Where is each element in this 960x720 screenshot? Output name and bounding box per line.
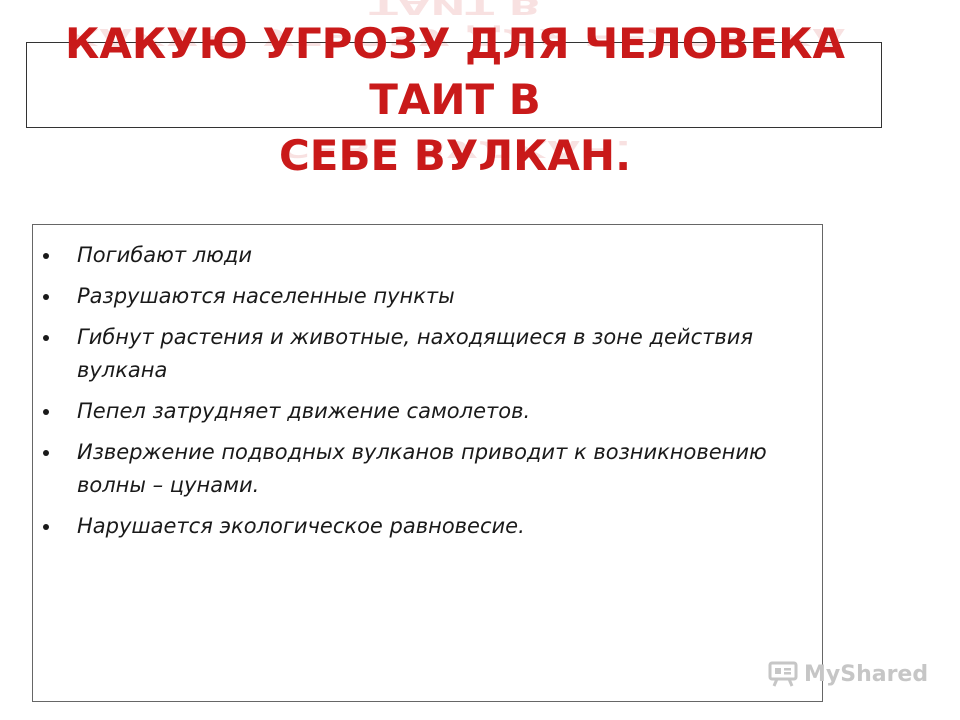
bullet-text: Гибнут растения и животные, находящиеся в зоне действия вулкана bbox=[77, 325, 754, 382]
bullet-dot-icon bbox=[43, 294, 49, 300]
bullet-text: Разрушаются населенные пункты bbox=[77, 284, 455, 308]
bullet-dot-icon bbox=[43, 335, 49, 341]
bullet-item bbox=[33, 239, 802, 272]
bullet-item bbox=[33, 395, 802, 428]
bullet-text: Нарушается экологическое равновесие. bbox=[77, 514, 525, 538]
bullet-text: Погибают люди bbox=[77, 243, 252, 267]
presentation-board-icon bbox=[768, 661, 798, 687]
bullet-list bbox=[33, 225, 822, 543]
watermark-text: MyShared bbox=[804, 661, 929, 687]
slide-title bbox=[30, 16, 880, 184]
bullet-item bbox=[33, 280, 802, 313]
slide-title-line-2: СЕБЕ ВУЛКАН. СЕБЕ ВУЛКАН. bbox=[30, 128, 880, 184]
bullet-dot-icon bbox=[43, 409, 49, 415]
slide-title-line-1: КАКУЮ УГРОЗУ ДЛЯ ЧЕЛОВЕКА ТАИТ В КАКУЮ УГРОЗУ ДЛЯ ЧЕЛОВЕКА ТАИТ В bbox=[30, 16, 880, 128]
bullet-dot-icon bbox=[43, 450, 49, 456]
bullet-text: Извержение подводных вулканов приводит к возникновению волны – цунами. bbox=[77, 440, 767, 497]
watermark bbox=[768, 658, 928, 690]
bullet-dot-icon bbox=[43, 253, 49, 259]
bullet-item bbox=[33, 436, 802, 502]
bullet-text: Пепел затрудняет движение самолетов. bbox=[77, 399, 531, 423]
bullet-item bbox=[33, 510, 802, 543]
content-box bbox=[32, 224, 823, 702]
bullet-item bbox=[33, 321, 802, 387]
bullet-dot-icon bbox=[43, 524, 49, 530]
